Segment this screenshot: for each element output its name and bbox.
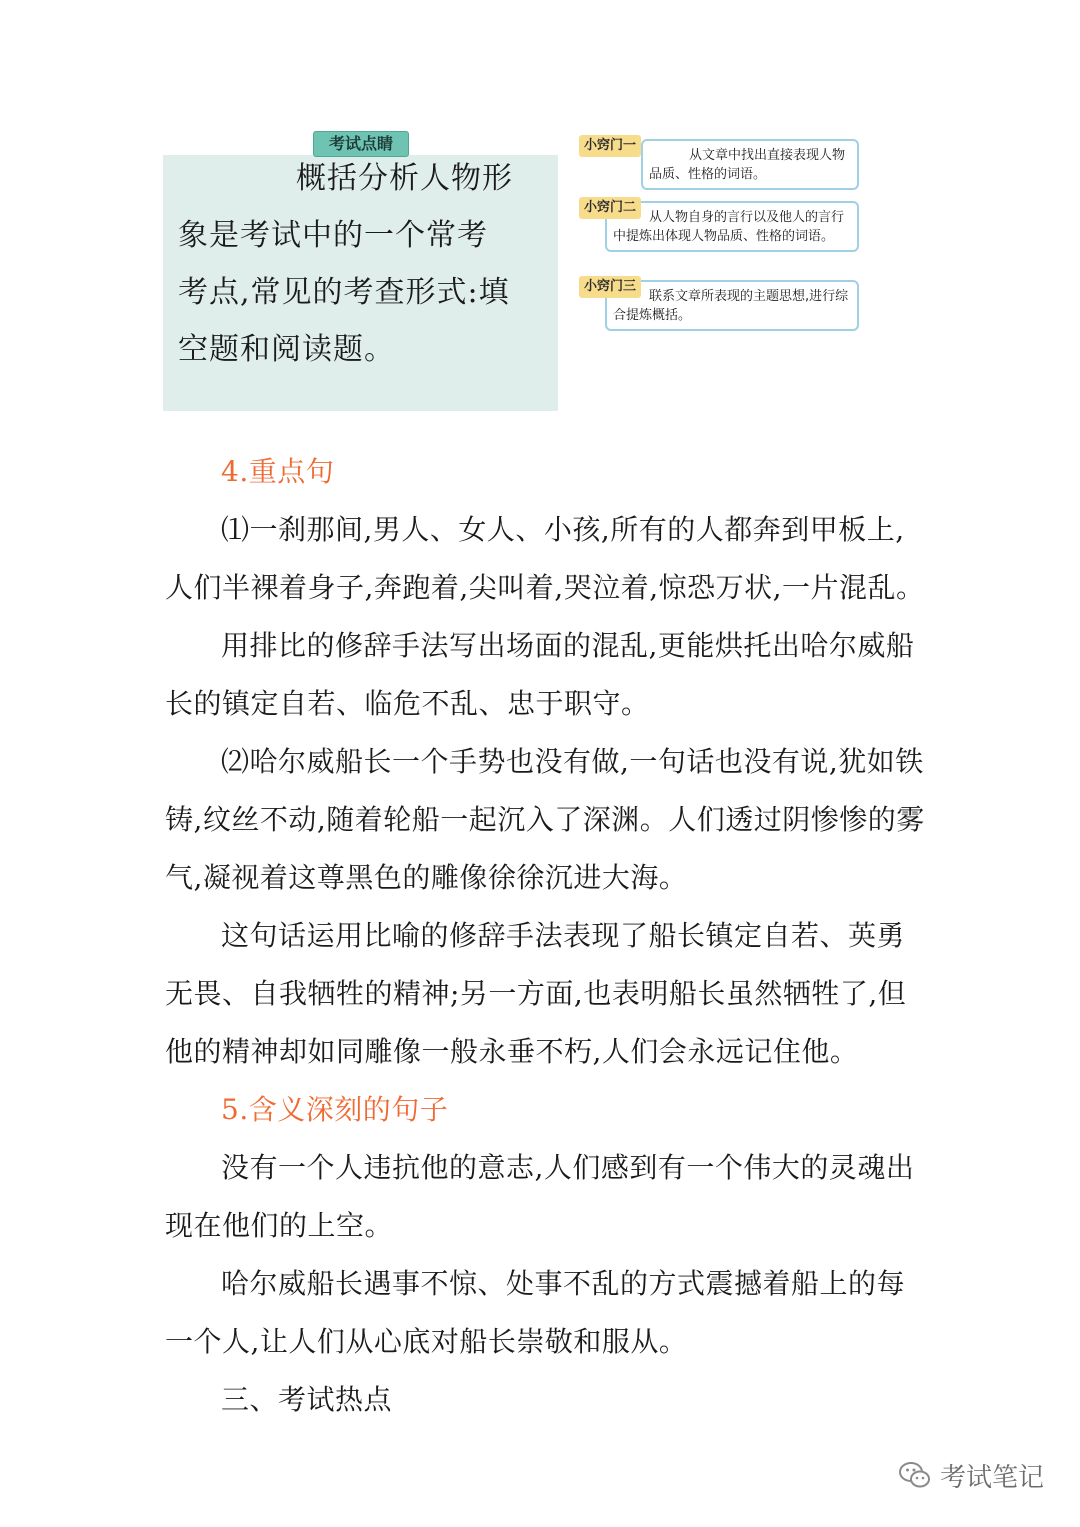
trick-2-tag: 小窍门二 bbox=[579, 197, 641, 219]
heading-profound-sentences: 5.含义深刻的句子 bbox=[221, 1093, 449, 1126]
trick-3-tag: 小窍门三 bbox=[579, 276, 641, 298]
key-sentence-2: ⑵哈尔威船长一个手势也没有做,一句话也没有说,犹如铁铸,纹丝不动,随着轮船一起沉入了深渊。人们透过阴惨惨的雾气,凝视着这尊黑色的雕像徐徐沉进大海。 bbox=[165, 745, 925, 894]
watermark bbox=[898, 1455, 1044, 1495]
exam-tip-text: 概括分析人物形象是考试中的一个常考考点,常见的考查形式:填空题和阅读题。 bbox=[178, 161, 513, 367]
article-body bbox=[165, 443, 925, 1429]
watermark-text: 考试笔记 bbox=[940, 1462, 1045, 1493]
trick-2-text: 从人物自身的言行以及他人的言行中提炼出体现人物品质、性格的词语。 bbox=[605, 201, 859, 252]
wechat-icon bbox=[898, 1460, 932, 1490]
section-exam-hotspots: 三、考试热点 bbox=[221, 1383, 393, 1416]
key-sentence-2-analysis: 这句话运用比喻的修辞手法表现了船长镇定自若、英勇无畏、自我牺牲的精神;另一方面,也表明船长虽然牺牲了,但他的精神却如同雕像一般永垂不朽,人们会永远记住他。 bbox=[165, 919, 907, 1068]
key-sentence-1-analysis: 用排比的修辞手法写出场面的混乱,更能烘托出哈尔威船长的镇定自若、临危不乱、忠于职守。 bbox=[165, 629, 915, 720]
profound-sentence-analysis: 哈尔威船长遇事不惊、处事不乱的方式震撼着船上的每一个人,让人们从心底对船长崇敬和服从。 bbox=[165, 1267, 906, 1358]
profound-sentence: 没有一个人违抗他的意志,人们感到有一个伟大的灵魂出现在他们的上空。 bbox=[165, 1151, 915, 1242]
trick-1-text: 从文章中找出直接表现人物品质、性格的词语。 bbox=[641, 139, 859, 190]
exam-tip-label: 考试点睛 bbox=[313, 131, 409, 157]
trick-1-tag: 小窍门一 bbox=[579, 135, 641, 157]
trick-3-text: 联系文章所表现的主题思想,进行综合提炼概括。 bbox=[605, 280, 859, 331]
key-sentence-1: ⑴一刹那间,男人、女人、小孩,所有的人都奔到甲板上,人们半裸着身子,奔跑着,尖叫着,哭泣着,惊恐万状,一片混乱。 bbox=[165, 513, 925, 604]
heading-key-sentences: 4.重点句 bbox=[221, 455, 335, 488]
